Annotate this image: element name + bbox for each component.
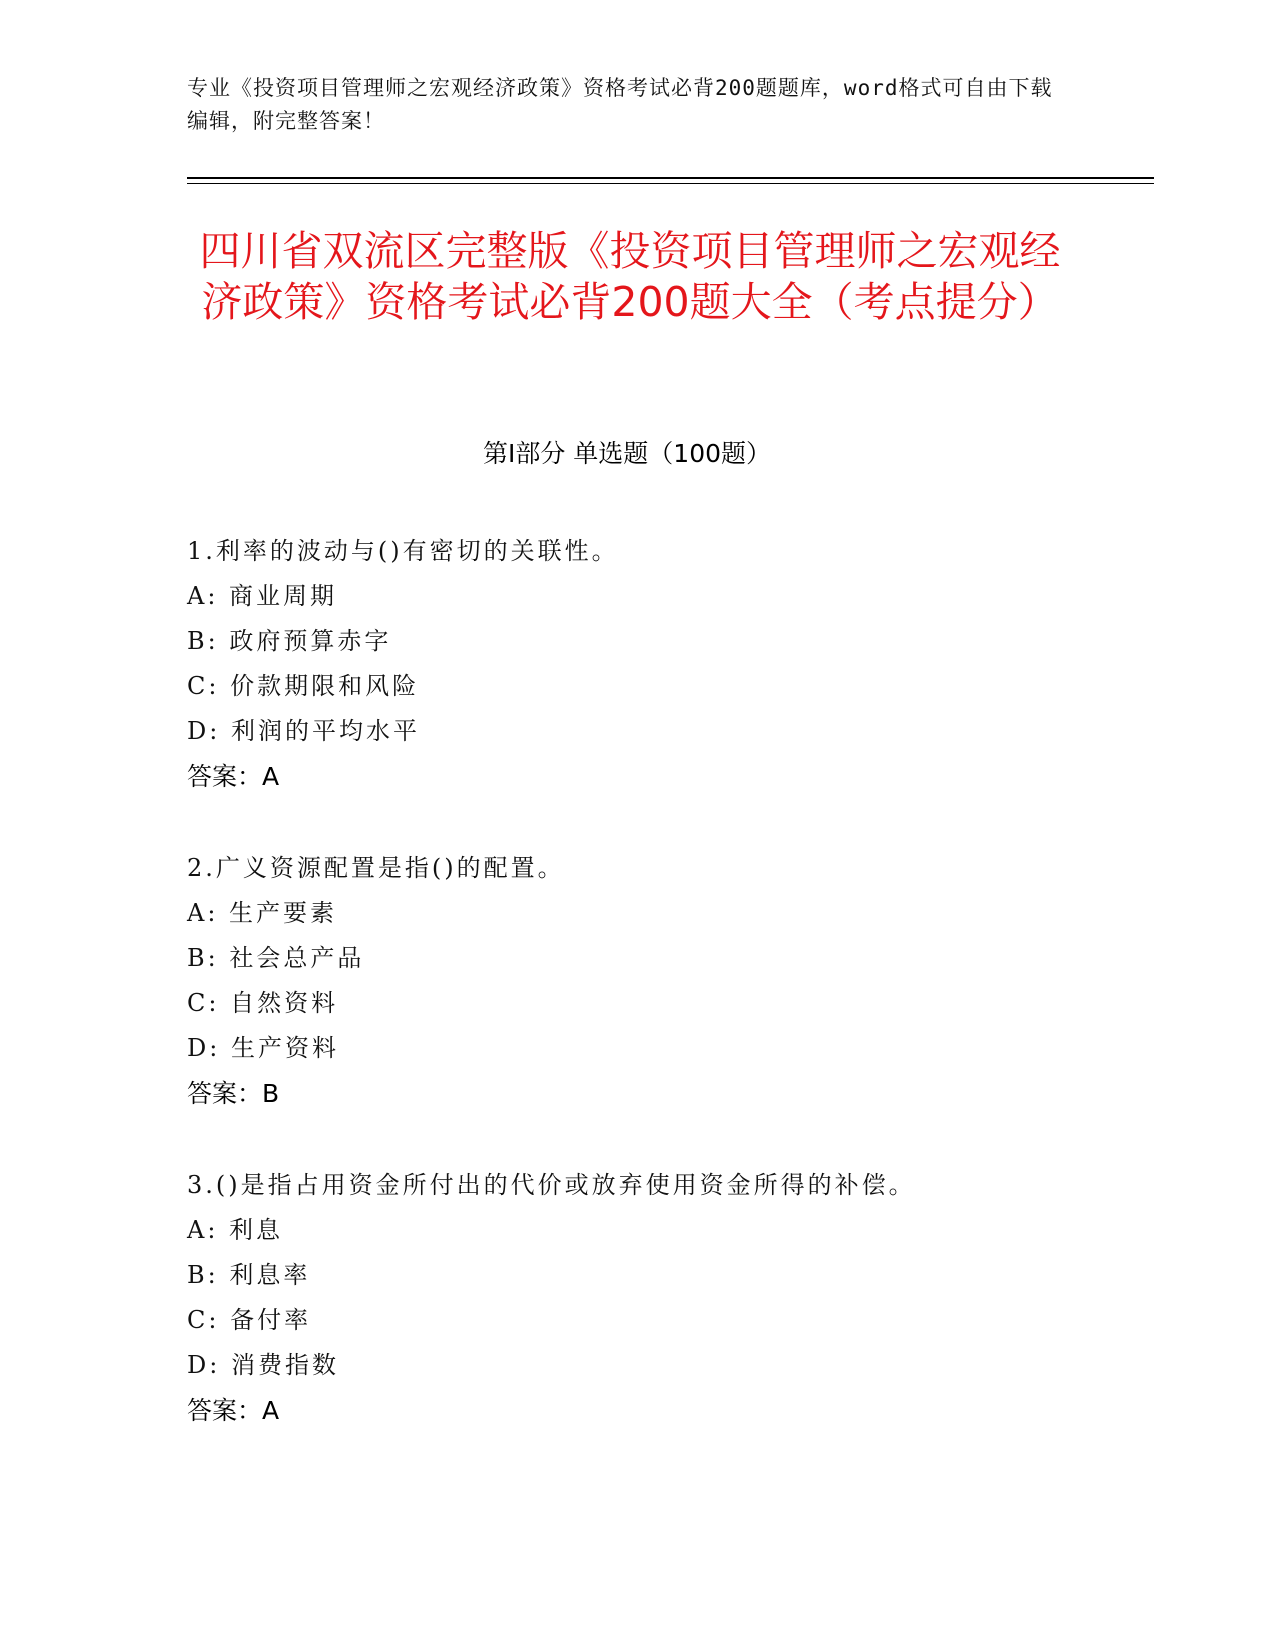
option-c: C: 自然资料 <box>187 989 339 1017</box>
question-stem: 2.广义资源配置是指()的配置。 <box>187 854 565 882</box>
option-b: B: 社会总产品 <box>187 944 365 972</box>
option-a: A: 利息 <box>187 1216 284 1244</box>
answer-line: 答案：B <box>187 1079 280 1108</box>
section-heading: 第Ⅰ部分 单选题（100题） <box>482 439 772 468</box>
question-list <box>187 529 1137 1480</box>
option-d: D: 消费指数 <box>187 1351 339 1379</box>
question-item <box>187 529 1137 799</box>
question-stem: 1.利率的波动与()有密切的关联性。 <box>187 537 619 565</box>
header-rule-thick <box>187 177 1154 179</box>
question-item <box>187 846 1137 1116</box>
answer-line: 答案：A <box>187 1396 280 1425</box>
question-stem: 3.()是指占用资金所付出的代价或放弃使用资金所得的补偿。 <box>187 1171 916 1199</box>
document-title: 四川省双流区完整版《投资项目管理师之宏观经济政策》资格考试必背200题大全（考点提分） <box>199 227 1061 326</box>
header-rule-thin <box>187 183 1154 184</box>
answer-line: 答案：A <box>187 762 280 791</box>
option-c: C: 备付率 <box>187 1306 312 1334</box>
header-note: 专业《投资项目管理师之宏观经济政策》资格考试必背200题题库，word格式可自由下载编辑，附完整答案！ <box>187 76 1053 133</box>
option-b: B: 利息率 <box>187 1261 311 1289</box>
option-a: A: 商业周期 <box>187 582 338 610</box>
option-b: B: 政府预算赤字 <box>187 627 392 655</box>
option-c: C: 价款期限和风险 <box>187 672 420 700</box>
option-a: A: 生产要素 <box>187 899 338 927</box>
option-d: D: 生产资料 <box>187 1034 339 1062</box>
question-item <box>187 1163 1137 1433</box>
option-d: D: 利润的平均水平 <box>187 717 420 745</box>
